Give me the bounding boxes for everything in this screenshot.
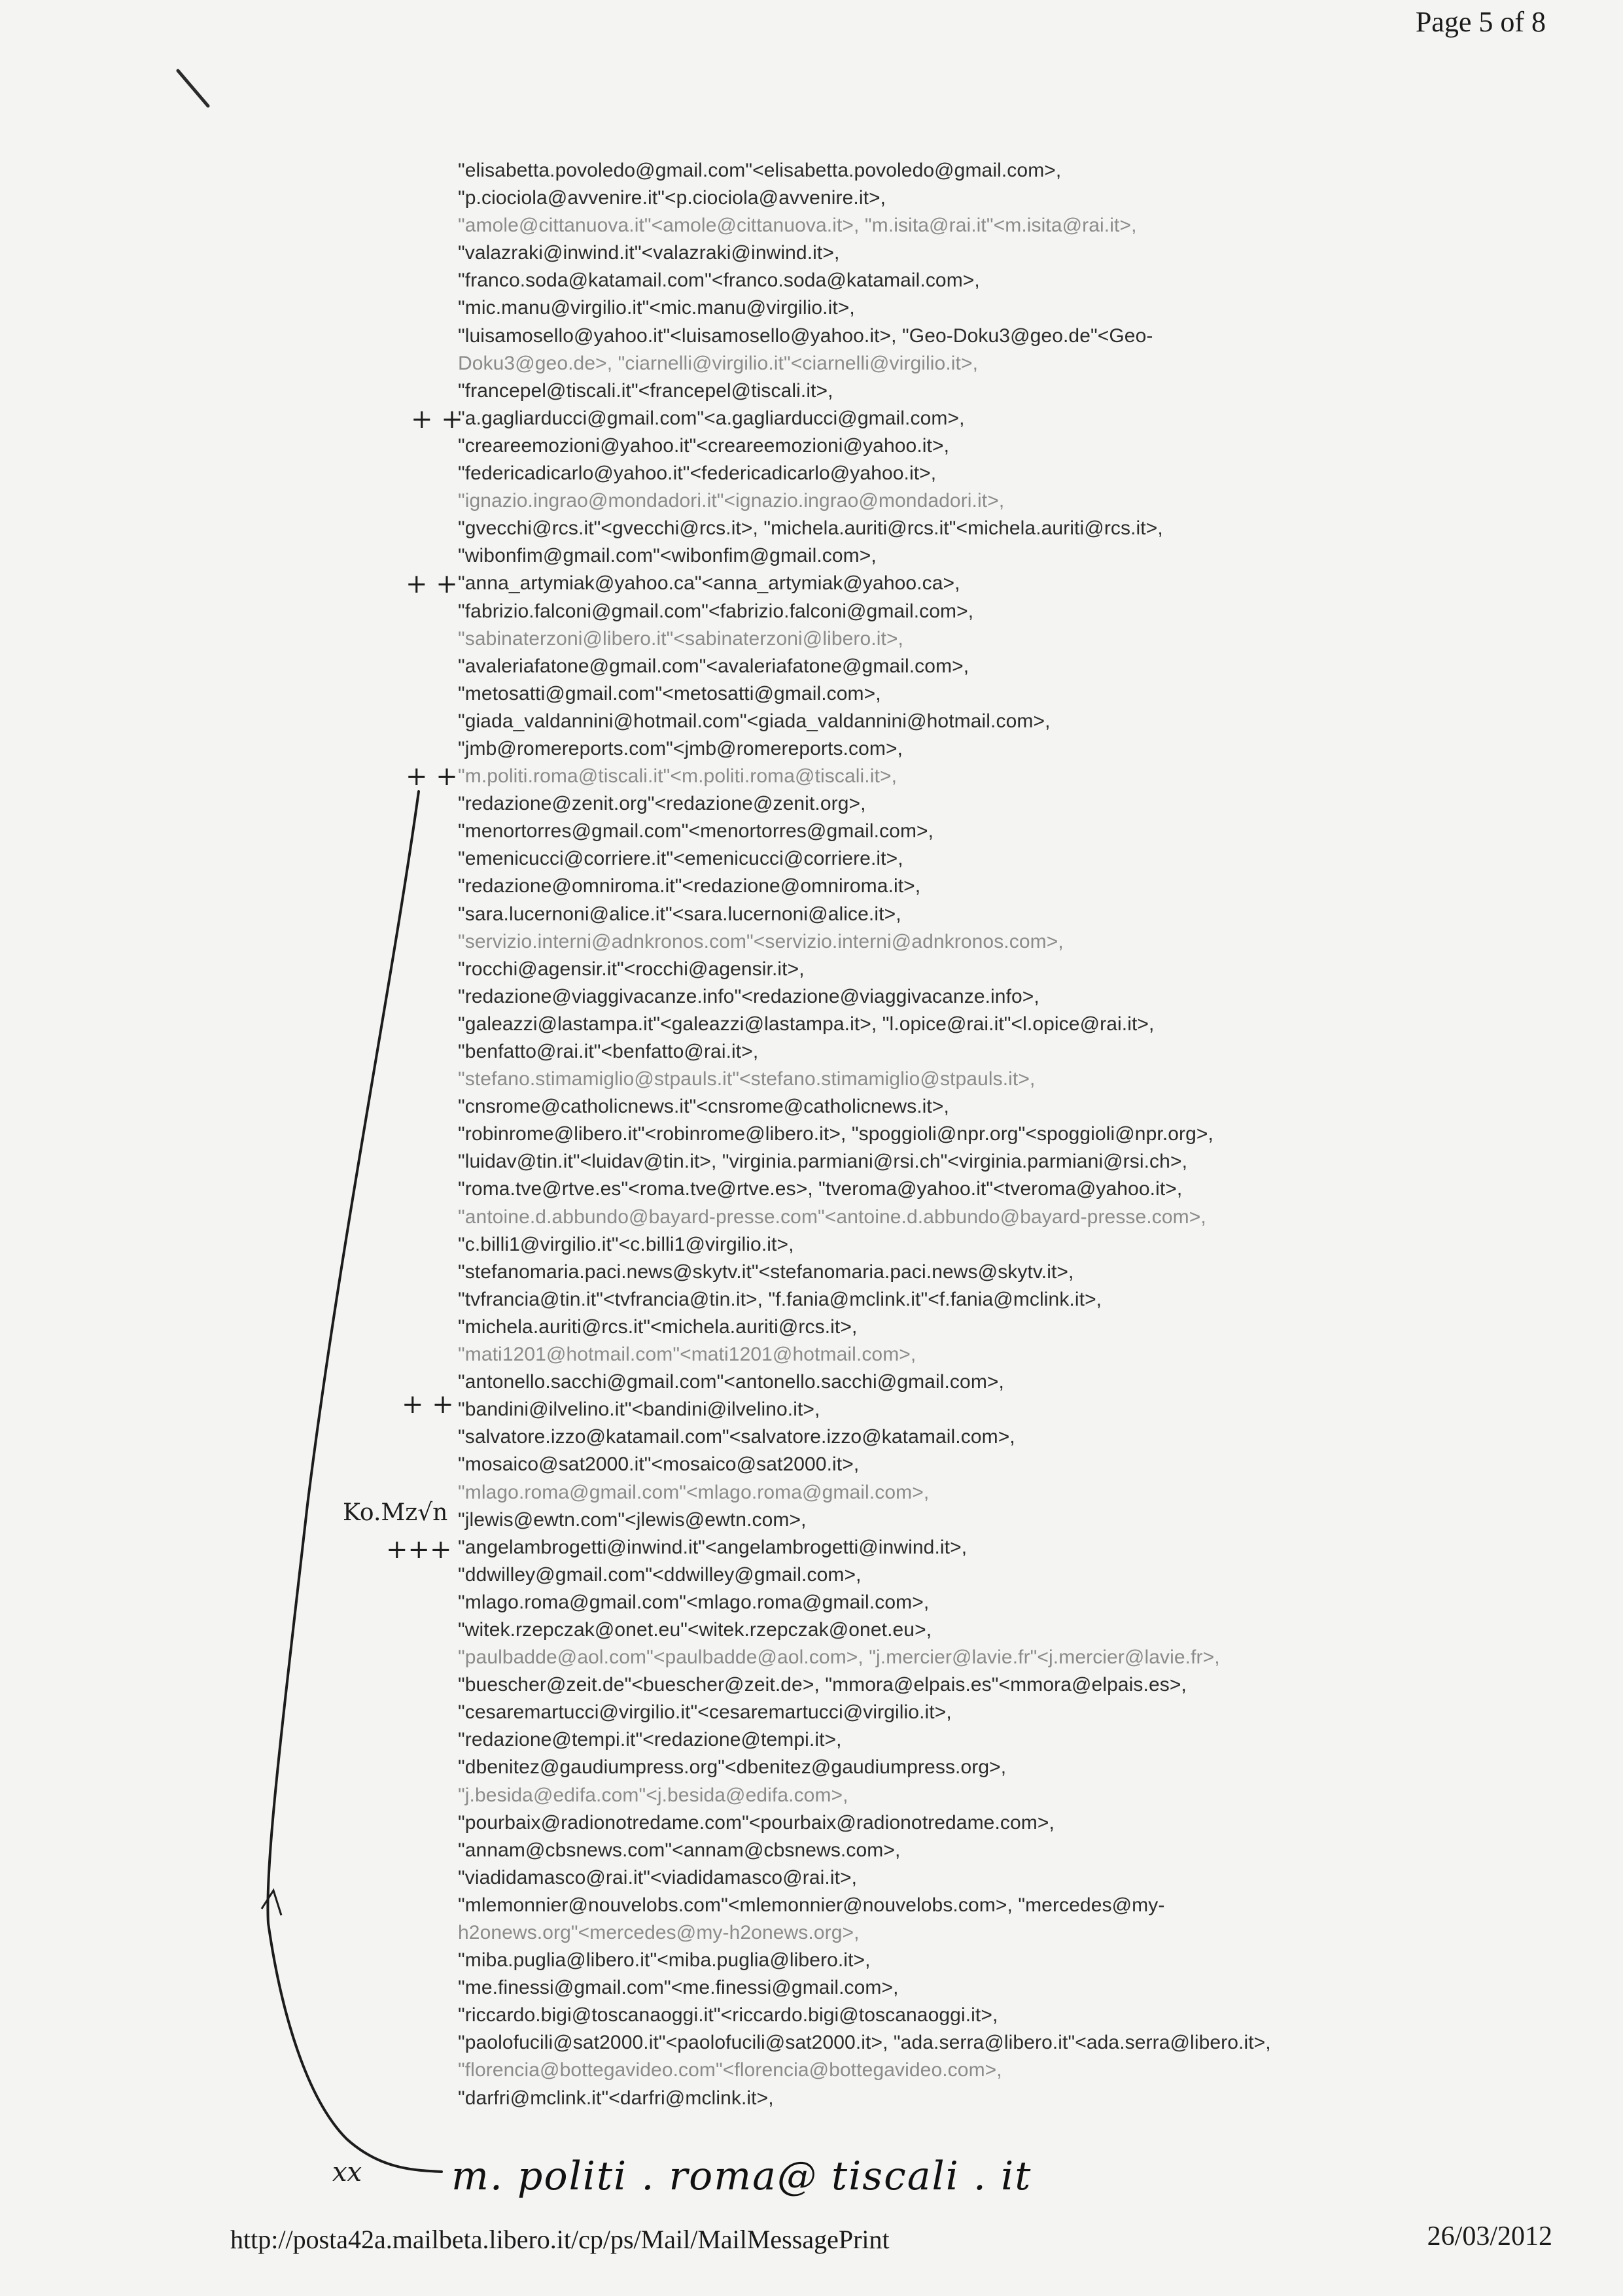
handwritten-cross: xx [332, 2157, 362, 2187]
email-line: "darfri@mclink.it"<darfri@mclink.it>, [458, 2087, 774, 2109]
email-line: "redazione@zenit.org"<redazione@zenit.org>, [458, 793, 866, 815]
email-line: "redazione@tempi.it"<redazione@tempi.it>, [458, 1729, 842, 1751]
email-line: "antonello.sacchi@gmail.com"<antonello.sacchi@gmail.com>, [458, 1371, 1004, 1393]
email-line: "rocchi@agensir.it"<rocchi@agensir.it>, [458, 958, 805, 980]
email-line: "galeazzi@lastampa.it"<galeazzi@lastampa.it>, "l.opice@rai.it"<l.opice@rai.it>, [458, 1013, 1155, 1035]
email-line: "valazraki@inwind.it"<valazraki@inwind.it>, [458, 242, 840, 264]
email-line: "mlemonnier@nouvelobs.com"<mlemonnier@nouvelobs.com>, "mercedes@my- [458, 1894, 1165, 1916]
handwritten-mark: +++ [386, 1535, 452, 1565]
email-line: "amole@cittanuova.it"<amole@cittanuova.it>, "m.isita@rai.it"<m.isita@rai.it>, [458, 215, 1137, 237]
email-line: Doku3@geo.de>, "ciarnelli@virgilio.it"<ciarnelli@virgilio.it>, [458, 352, 979, 374]
email-line: "mosaico@sat2000.it"<mosaico@sat2000.it>, [458, 1453, 860, 1476]
email-line: "ddwilley@gmail.com"<ddwilley@gmail.com>, [458, 1563, 862, 1586]
email-line: "robinrome@libero.it"<robinrome@libero.it>, "spoggioli@npr.org"<spoggioli@npr.org>, [458, 1123, 1213, 1145]
email-line: "creareemozioni@yahoo.it"<creareemozioni@yahoo.it>, [458, 434, 950, 457]
email-line: "mlago.roma@gmail.com"<mlago.roma@gmail.com>, [458, 1591, 930, 1613]
email-line: "avaleriafatone@gmail.com"<avaleriafatone@gmail.com>, [458, 655, 969, 677]
email-line: "roma.tve@rtve.es"<roma.tve@rtve.es>, "tveroma@yahoo.it"<tveroma@yahoo.it>, [458, 1178, 1183, 1200]
email-line: "riccardo.bigi@toscanaoggi.it"<riccardo.bigi@toscanaoggi.it>, [458, 2004, 998, 2026]
handwritten-mark: + + [402, 1389, 454, 1419]
email-line: "stefano.stimamiglio@stpauls.it"<stefano.stimamiglio@stpauls.it>, [458, 1068, 1036, 1090]
handwritten-mark: + + [406, 569, 458, 599]
email-line: "florencia@bottegavideo.com"<florencia@bottegavideo.com>, [458, 2059, 1002, 2081]
email-line: "j.besida@edifa.com"<j.besida@edifa.com>, [458, 1784, 848, 1806]
email-line: "p.ciociola@avvenire.it"<p.ciociola@avvenire.it>, [458, 187, 886, 209]
email-line: "servizio.interni@adnkronos.com"<servizio.interni@adnkronos.com>, [458, 930, 1064, 952]
email-line: "francepel@tiscali.it"<francepel@tiscali.it>, [458, 379, 833, 402]
email-line: h2onews.org"<mercedes@my-h2onews.org>, [458, 1922, 860, 1943]
handwritten-note: m. politi . roma@ tiscali . it [451, 2153, 1032, 2199]
email-line: "buescher@zeit.de"<buescher@zeit.de>, "mmora@elpais.es"<mmora@elpais.es>, [458, 1674, 1187, 1696]
email-line: "redazione@omniroma.it"<redazione@omniroma.it>, [458, 875, 921, 897]
email-line: "benfatto@rai.it"<benfatto@rai.it>, [458, 1041, 759, 1062]
email-line: "franco.soda@katamail.com"<franco.soda@katamail.com>, [458, 270, 980, 292]
email-line: "mati1201@hotmail.com"<mati1201@hotmail.com>, [458, 1344, 916, 1366]
email-line: "jmb@romereports.com"<jmb@romereports.com>, [458, 737, 903, 759]
email-line: "michela.auriti@rcs.it"<michela.auriti@rcs.it>, [458, 1315, 858, 1338]
email-line: "salvatore.izzo@katamail.com"<salvatore.izzo@katamail.com>, [458, 1426, 1015, 1448]
email-line: "c.billi1@virgilio.it"<c.billi1@virgilio.it>, [458, 1233, 794, 1255]
email-line: "pourbaix@radionotredame.com"<pourbaix@radionotredame.com>, [458, 1811, 1055, 1834]
email-line: "cnsrome@catholicnews.it"<cnsrome@catholicnews.it>, [458, 1096, 949, 1118]
email-line: "miba.puglia@libero.it"<miba.puglia@libero.it>, [458, 1949, 871, 1972]
email-line: "dbenitez@gaudiumpress.org"<dbenitez@gaudiumpress.org>, [458, 1756, 1007, 1779]
email-line: "cesaremartucci@virgilio.it"<cesaremartucci@virgilio.it>, [458, 1701, 952, 1724]
email-line: "viadidamasco@rai.it"<viadidamasco@rai.it>, [458, 1866, 858, 1888]
email-line: "a.gagliarducci@gmail.com"<a.gagliarducci@gmail.com>, [458, 407, 965, 429]
email-line: "sara.lucernoni@alice.it"<sara.lucernoni@alice.it>, [458, 903, 901, 925]
email-line: "luisamosello@yahoo.it"<luisamosello@yahoo.it>, "Geo-Doku3@geo.de"<Geo- [458, 324, 1153, 347]
email-line: "mlago.roma@gmail.com"<mlago.roma@gmail.com>, [458, 1481, 930, 1503]
email-line: "antoine.d.abbundo@bayard-presse.com"<antoine.d.abbundo@bayard-presse.com>, [458, 1206, 1206, 1228]
email-line: "redazione@viaggivacanze.info"<redazione@viaggivacanze.info>, [458, 985, 1039, 1007]
handwritten-mark: Ko.Mz√n [343, 1499, 448, 1526]
email-line: "federicadicarlo@yahoo.it"<federicadicarlo@yahoo.it>, [458, 462, 937, 485]
email-line: "witek.rzepczak@onet.eu"<witek.rzepczak@onet.eu>, [458, 1618, 932, 1641]
email-line: "gvecchi@rcs.it"<gvecchi@rcs.it>, "michela.auriti@rcs.it"<michela.auriti@rcs.it>, [458, 517, 1163, 540]
email-line: "ignazio.ingrao@mondadori.it"<ignazio.ingrao@mondadori.it>, [458, 490, 1005, 512]
email-line: "luidav@tin.it"<luidav@tin.it>, "virginia.parmiani@rsi.ch"<virginia.parmiani@rsi.ch>, [458, 1151, 1187, 1173]
email-line: "mic.manu@virgilio.it"<mic.manu@virgilio.it>, [458, 297, 855, 319]
handwritten-mark: + + [406, 761, 458, 791]
email-line: "menortorres@gmail.com"<menortorres@gmail.com>, [458, 820, 934, 843]
email-line: "sabinaterzoni@libero.it"<sabinaterzoni@libero.it>, [458, 627, 903, 650]
page-number: Page 5 of 8 [1415, 6, 1546, 38]
email-line: "fabrizio.falconi@gmail.com"<fabrizio.falconi@gmail.com>, [458, 600, 974, 622]
email-line: "metosatti@gmail.com"<metosatti@gmail.com>, [458, 682, 881, 704]
email-line: "tvfrancia@tin.it"<tvfrancia@tin.it>, "f.fania@mclink.it"<f.fania@mclink.it>, [458, 1288, 1102, 1310]
email-line: "paolofucili@sat2000.it"<paolofucili@sat2000.it>, "ada.serra@libero.it"<ada.serra@libero.it>, [458, 2032, 1271, 2054]
email-line: "bandini@ilvelino.it"<bandini@ilvelino.it>, [458, 1399, 820, 1421]
email-line: "me.finessi@gmail.com"<me.finessi@gmail.com>, [458, 1977, 899, 1999]
email-line: "m.politi.roma@tiscali.it"<m.politi.roma@tiscali.it>, [458, 765, 897, 788]
footer-date: 26/03/2012 [1427, 2221, 1552, 2252]
email-line: "annam@cbsnews.com"<annam@cbsnews.com>, [458, 1839, 901, 1861]
email-line: "anna_artymiak@yahoo.ca"<anna_artymiak@yahoo.ca>, [458, 572, 960, 595]
email-line: "elisabetta.povoledo@gmail.com"<elisabetta.povoledo@gmail.com>, [458, 160, 1062, 181]
email-line: "paulbadde@aol.com"<paulbadde@aol.com>, "j.mercier@lavie.fr"<j.mercier@lavie.fr>, [458, 1646, 1220, 1669]
email-line: "stefanomaria.paci.news@skytv.it"<stefanomaria.paci.news@skytv.it>, [458, 1261, 1074, 1283]
email-line: "angelambrogetti@inwind.it"<angelambrogetti@inwind.it>, [458, 1536, 968, 1558]
email-line: "wibonfim@gmail.com"<wibonfim@gmail.com>, [458, 545, 877, 567]
footer-url: http://posta42a.mailbeta.libero.it/cp/ps/Mail/MailMessagePrint [230, 2225, 890, 2254]
email-line: "jlewis@ewtn.com"<jlewis@ewtn.com>, [458, 1508, 807, 1531]
email-line: "giada_valdannini@hotmail.com"<giada_valdannini@hotmail.com>, [458, 710, 1051, 732]
email-line: "emenicucci@corriere.it"<emenicucci@corriere.it>, [458, 848, 903, 870]
handwritten-mark: + + [411, 404, 463, 434]
